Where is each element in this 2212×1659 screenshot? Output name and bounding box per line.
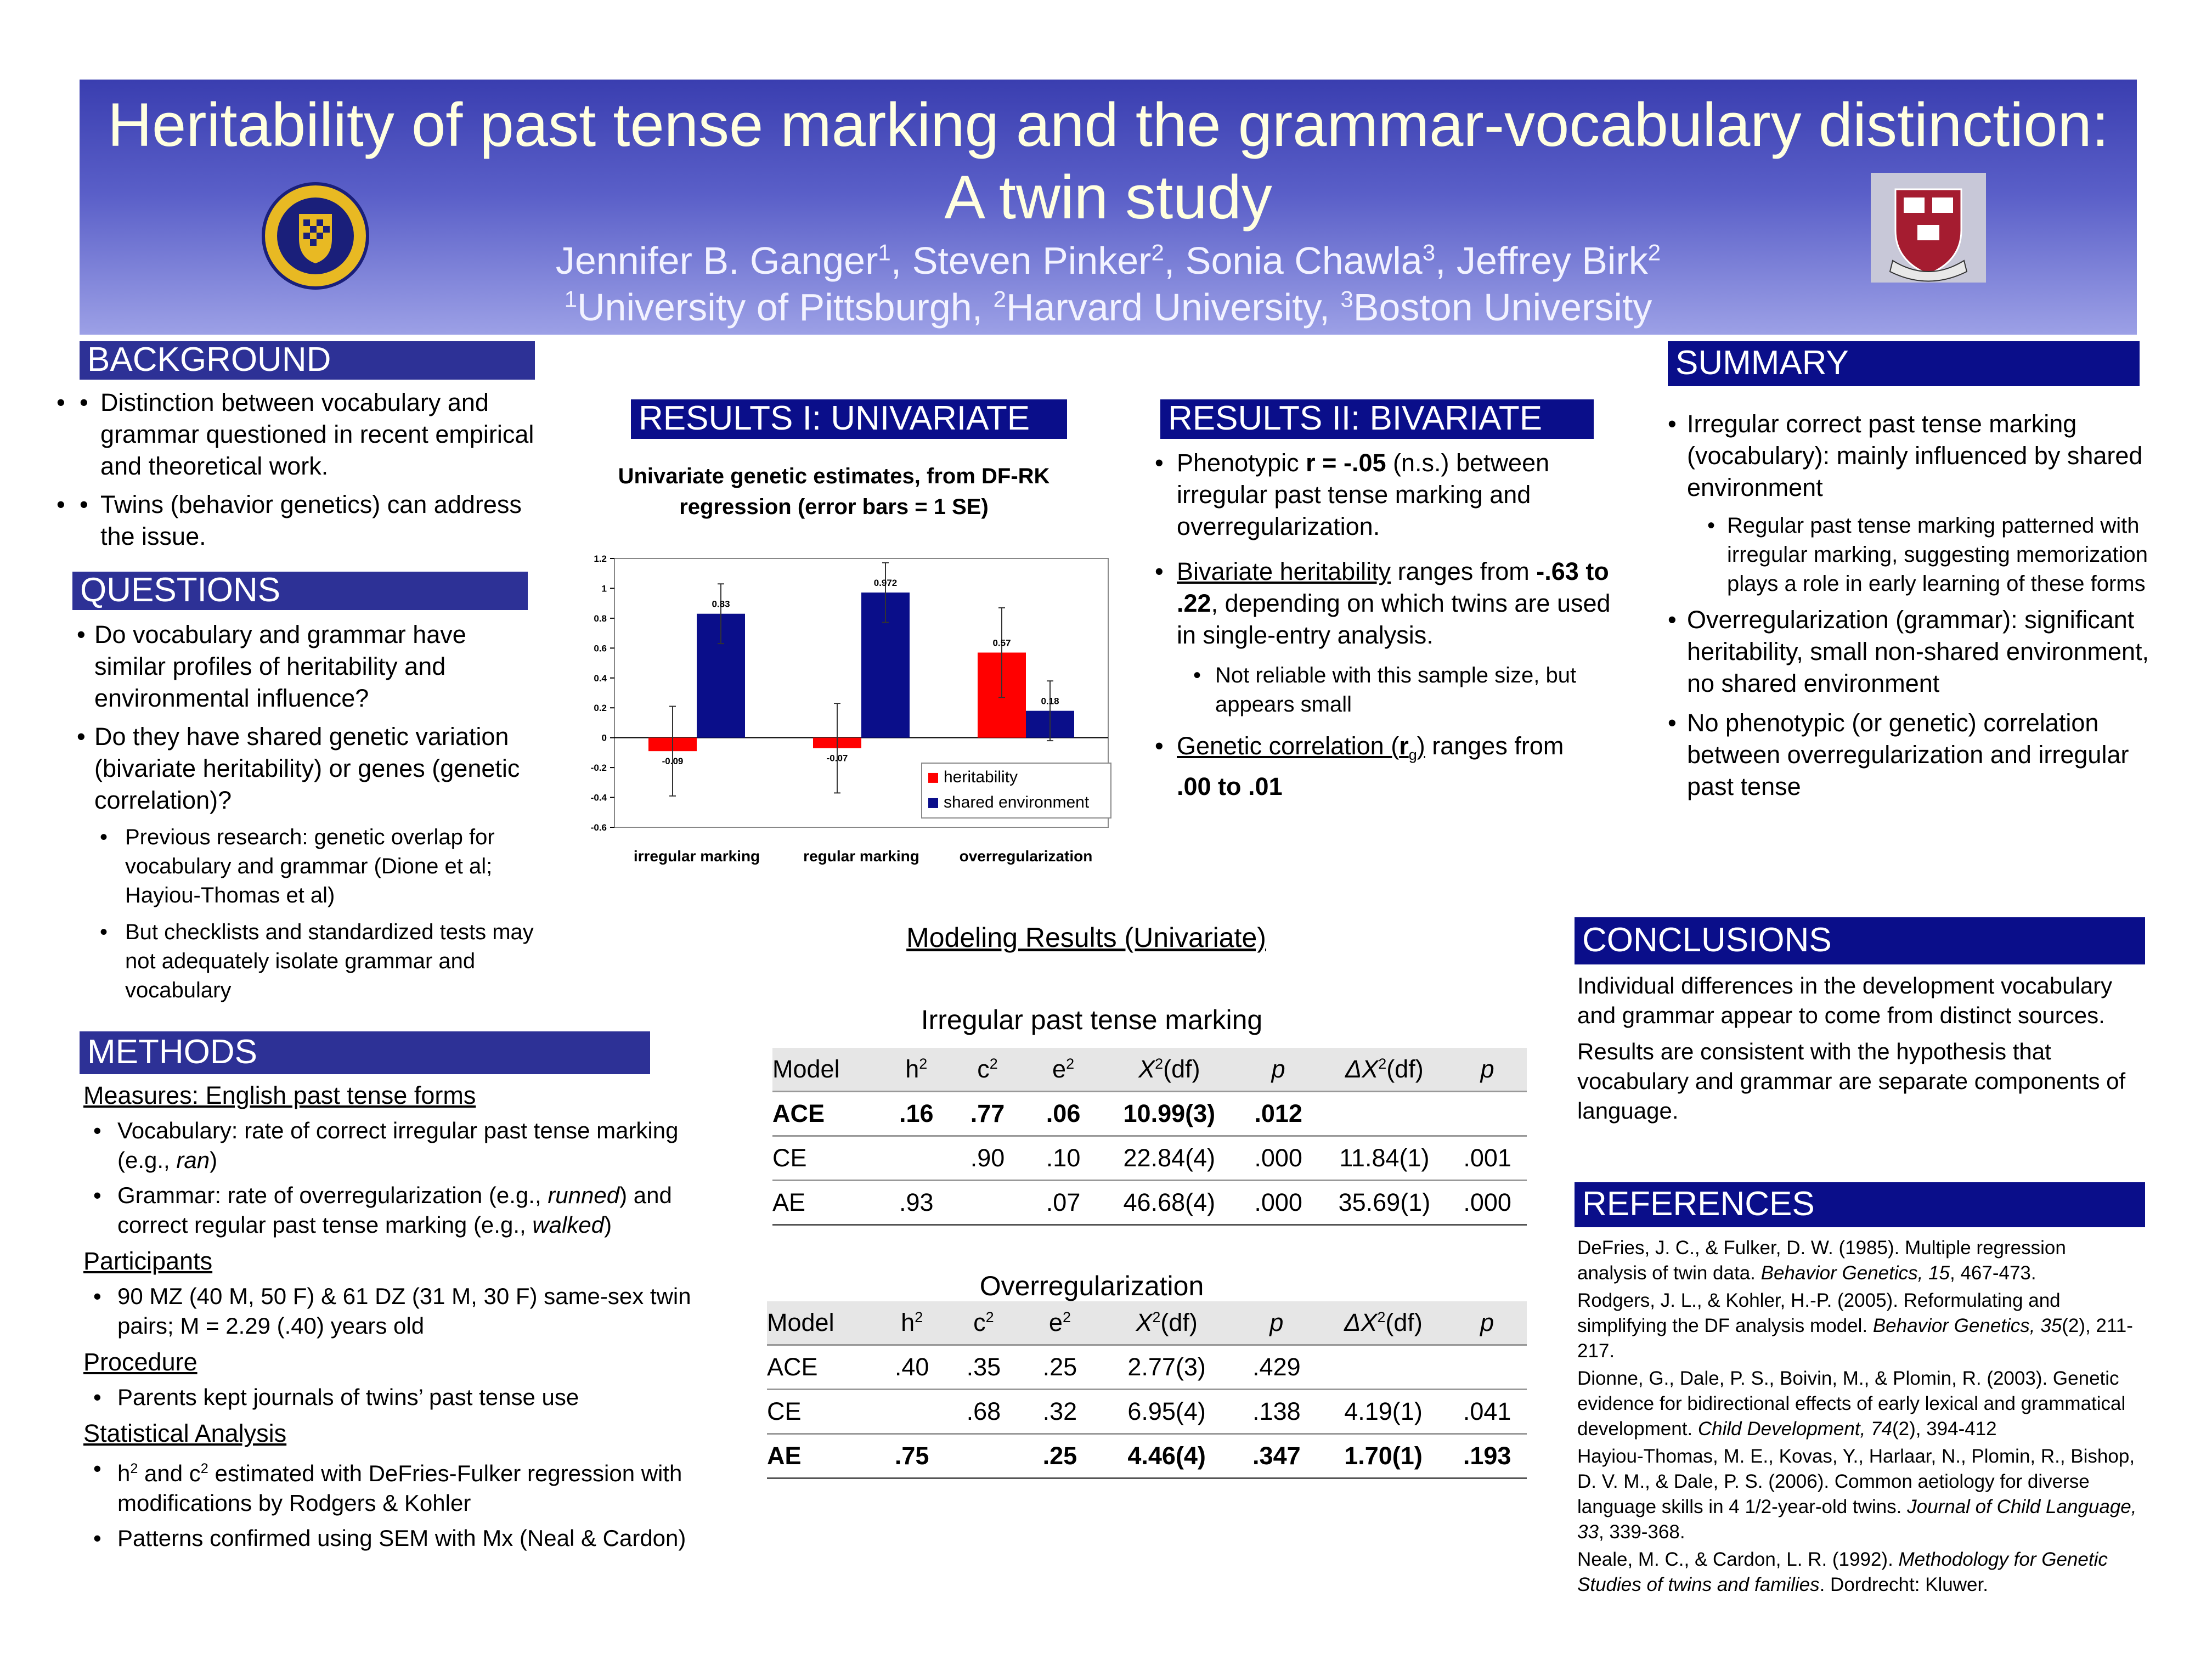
author-aff: 2: [1151, 239, 1164, 266]
table-cell: .429: [1252, 1353, 1301, 1381]
bullet-text: No phenotypic (or genetic) correlation between overregularization and irregular past tense: [1687, 709, 2129, 800]
summary-heading: SUMMARY: [1668, 341, 2140, 386]
text-run: estimated with DeFries-Fulker regression with modifications by Rodgers & Kohler: [117, 1460, 682, 1516]
text-run: Methodology for Genetic Studies of twins and families: [1577, 1549, 2108, 1595]
univariate-bar-chart: [582, 549, 1119, 878]
y-tick-label: -0.4: [590, 792, 607, 803]
table-cell: .012: [1254, 1099, 1302, 1127]
subscript: g: [1408, 747, 1417, 763]
table-cell: AE: [772, 1188, 806, 1216]
stats-title: Statistical Analysis: [83, 1419, 287, 1447]
text-run: Grammar: rate of overregularization (e.g.,: [117, 1182, 548, 1208]
text-run: ): [210, 1147, 218, 1173]
table-cell: 6.95(4): [1127, 1397, 1206, 1425]
question-sub-2: • But checklists and standardized tests may not adequately isolate grammar and vocabulary: [100, 920, 534, 1002]
harvard-shield-icon: [1871, 173, 1986, 283]
measure-grammar: • Grammar: rate of overregularization (e.g., runned) and correct regular past tense marking (e.g., walked): [93, 1182, 672, 1238]
table-cell: .06: [1046, 1099, 1081, 1127]
conclusion-paragraph: Individual differences in the development vocabulary and grammar appear to come from distinct sources.: [1577, 973, 2113, 1028]
text-run: Behavior Genetics, 15: [1760, 1262, 1950, 1284]
table-row: [772, 1181, 1527, 1225]
results2-heading: RESULTS II: BIVARIATE: [1160, 399, 1594, 439]
aff-name: Harvard University: [1006, 286, 1319, 329]
text-run: , 339-368.: [1598, 1521, 1685, 1543]
reference-entry: [1577, 1366, 2137, 1442]
table-cell: .93: [899, 1188, 934, 1216]
table-cell: .07: [1046, 1188, 1081, 1216]
stats-text-1: • $h^2$ and $c^2$ estimated with DeFries-Fulker regression with modifications by Rodgers & Kohler: [93, 1455, 682, 1516]
author-name: Sonia Chawla: [1185, 239, 1423, 282]
table-cell: .000: [1254, 1188, 1302, 1216]
y-tick-label: 1.2: [594, 554, 607, 564]
author-aff: 1: [878, 239, 891, 266]
data-label: 0.972: [873, 578, 898, 589]
table-cell: .16: [899, 1099, 934, 1127]
conclusions-heading: CONCLUSIONS: [1575, 917, 2145, 964]
table-cell: .000: [1463, 1188, 1511, 1216]
results2-section: [1155, 447, 1627, 803]
references-list: [1577, 1235, 2137, 1600]
column-header: p: [1236, 1048, 1321, 1092]
university-of-pittsburgh-seal-icon: [261, 181, 370, 291]
table-cell: 46.68(4): [1123, 1188, 1216, 1216]
column-header: $X^2(df)$: [1099, 1301, 1234, 1345]
column-header: $X^2(df)$: [1103, 1048, 1236, 1092]
conclusions-section: [1577, 971, 2153, 1126]
list-item: • • Distinction between vocabulary and grammar questioned in recent empirical and theoretical work.: [80, 387, 540, 482]
bullet-text: Do they have shared genetic variation (bivariate heritability) or genes (genetic correlation)?: [94, 723, 520, 814]
genetic-correlation-item: • Genetic correlation $(r_g)$ ranges from .00 to .01: [1155, 732, 1564, 800]
results1-heading: RESULTS I: UNIVARIATE: [631, 399, 1067, 439]
legend-swatch: [928, 798, 938, 808]
text-run: Bivariate heritability: [1177, 557, 1391, 585]
table-cell: .75: [894, 1442, 929, 1470]
text-run: Phenotypic: [1177, 449, 1306, 477]
text-run: Journal of Child Language, 33: [1577, 1496, 2137, 1543]
x-category-label: irregular marking: [633, 848, 760, 865]
column-header: $e^2$: [1020, 1301, 1100, 1345]
question-sub-1: • Previous research: genetic overlap for vocabulary and grammar (Dione et al; Hayiou-Thomas et al): [100, 825, 495, 907]
question-1: • Do vocabulary and grammar have similar profiles of heritability and environmental influence?: [77, 620, 466, 712]
table-cell: .40: [894, 1353, 929, 1381]
text-run: and c: [138, 1460, 201, 1486]
table-cell: 11.84(1): [1339, 1144, 1430, 1172]
column-header: $h^2$: [882, 1048, 951, 1092]
x-category-label: regular marking: [803, 848, 919, 865]
legend-swatch: [928, 773, 938, 783]
poster-title-line1: Heritability of past tense marking and the grammar-vocabulary distinction:: [108, 91, 2109, 159]
text-run: ) and correct regular past tense marking (e.g.,: [117, 1182, 672, 1238]
chart-title: Univariate genetic estimates, from DF-RK regression (error bars = 1 SE): [618, 464, 1050, 519]
table-cell: [877, 1390, 947, 1434]
table-cell: .32: [1042, 1397, 1077, 1425]
column-header: Model: [772, 1048, 882, 1092]
background-section: [80, 387, 540, 559]
table-header-row: [772, 1048, 1527, 1092]
text-run: (n.s.) between irregular past tense marking and overregularization.: [1177, 449, 1550, 540]
bullet-text: Previous research: genetic overlap for vocabulary and grammar (Dione et al; Hayiou-Thomas et al): [125, 825, 495, 907]
table-cell: .000: [1254, 1144, 1302, 1172]
table-cell: .10: [1046, 1144, 1081, 1172]
table-cell: .77: [970, 1099, 1005, 1127]
bullet-text: 90 MZ (40 M, 50 F) & 61 DZ (31 M, 30 F) same-sex twin pairs; M = 2.29 (.40) years old: [117, 1283, 691, 1339]
procedure-text: • Parents kept journals of twins’ past tense use: [93, 1384, 579, 1410]
table-cell: 10.99(3): [1123, 1099, 1216, 1127]
table-cell: .90: [970, 1144, 1005, 1172]
summary-section: [1668, 408, 2162, 803]
aff-num: 1: [564, 286, 577, 312]
column-header: $\Delta X^2(df)$: [1319, 1301, 1448, 1345]
reference-entry: [1577, 1288, 2137, 1364]
bullet-text: Patterns confirmed using SEM with Mx (Neal & Cardon): [117, 1525, 686, 1551]
table-cell: .001: [1463, 1144, 1511, 1172]
x-category-label: overregularization: [959, 848, 1093, 865]
text-run: ranges from: [1391, 557, 1537, 585]
questions-heading: QUESTIONS: [72, 572, 528, 610]
column-header: $h^2$: [877, 1301, 947, 1345]
bullet-text: Parents kept journals of twins’ past tense use: [117, 1384, 579, 1410]
table-cell: 4.19(1): [1344, 1397, 1423, 1425]
questions-section: [77, 619, 538, 1005]
table-cell: .347: [1252, 1442, 1301, 1470]
text-run: DeFries, J. C., & Fulker, D. W. (1985). Multiple regression analysis of twin data.: [1577, 1237, 2066, 1284]
table-cell: CE: [772, 1144, 807, 1172]
text-run: -.63 to .22: [1177, 557, 1609, 617]
column-header: p: [1447, 1301, 1527, 1345]
aff-name: Boston University: [1353, 286, 1652, 329]
table-cell: 22.84(4): [1123, 1144, 1216, 1172]
question-2: • Do they have shared genetic variation (bivariate heritability) or genes (genetic correlation)?: [77, 723, 520, 814]
data-label: 0.18: [1041, 696, 1059, 707]
text-run: ): [1417, 732, 1425, 760]
poster-title-line2: A twin study: [944, 163, 1272, 232]
table-cell: 2.77(3): [1127, 1353, 1206, 1381]
participants-title: Participants: [83, 1247, 213, 1275]
text-run: r = -.05: [1306, 449, 1386, 477]
reference-entry: [1577, 1444, 2137, 1545]
background-heading: BACKGROUND: [80, 341, 535, 380]
table-cell: AE: [767, 1442, 802, 1470]
text-run: ): [604, 1212, 612, 1238]
y-tick-label: 0.2: [594, 703, 607, 714]
reference-entry: [1577, 1547, 2137, 1598]
bullet-text: Irregular correct past tense marking (vocabulary): mainly influenced by shared environment: [1687, 410, 2143, 501]
bivariate-sub-item: • Not reliable with this sample size, but appears small: [1193, 663, 1577, 716]
table-cell: .25: [1042, 1442, 1077, 1470]
example-word: ran: [176, 1147, 210, 1173]
text-run: Vocabulary: rate of correct irregular past tense marking (e.g.,: [117, 1118, 679, 1173]
data-label: 0.83: [712, 599, 730, 610]
column-header: $\Delta X^2(df)$: [1321, 1048, 1448, 1092]
text-run: (2), 394-412: [1892, 1418, 1997, 1440]
table-cell: 35.69(1): [1338, 1188, 1431, 1216]
irregular-results-table: [772, 1048, 1527, 1226]
author-aff: 2: [1647, 239, 1661, 266]
column-header: $e^2$: [1024, 1048, 1103, 1092]
participants-text: • 90 MZ (40 M, 50 F) & 61 DZ (31 M, 30 F) same-sex twin pairs; M = 2.29 (.40) years old: [93, 1283, 691, 1339]
table-cell: 1.70(1): [1344, 1442, 1423, 1470]
text-run: Neale, M. C., & Cardon, L. R. (1992).: [1577, 1549, 1899, 1570]
bivariate-heritability-item: • Bivariate heritability ranges from -.63 to .22, depending on which twins are used in single-entry analysis.: [1155, 557, 1611, 649]
y-tick-label: 1: [601, 583, 607, 594]
table-row: [767, 1345, 1527, 1390]
text-run: , depending on which twins are used in single-entry analysis.: [1177, 589, 1611, 649]
bullet-text: Do vocabulary and grammar have similar profiles of heritability and environmental influence?: [94, 620, 466, 712]
procedure-title: Procedure: [83, 1348, 198, 1376]
column-header: $c^2$: [951, 1048, 1024, 1092]
poster-header: [80, 80, 2137, 335]
text-run: ranges from: [1425, 732, 1564, 760]
author-list: Jennifer B. Ganger$^1$, Steven Pinker$^2$, Sonia Chawla$^3$, Jeffrey Birk$^2$: [555, 239, 1661, 282]
y-tick-label: -0.2: [590, 763, 607, 774]
table1-caption: Irregular past tense marking: [921, 1005, 1263, 1035]
bullet-text: Regular past tense marking patterned with irregular marking, suggesting memorization plays a role in early learning of these forms: [1727, 514, 2148, 596]
table-cell: .68: [966, 1397, 1001, 1425]
y-tick-label: 0: [601, 732, 607, 743]
aff-num: 3: [1340, 286, 1353, 312]
summary-item-1: • Irregular correct past tense marking (vocabulary): mainly influenced by shared environment: [1668, 410, 2143, 501]
text-run: . Dordrecht: Kluwer.: [1819, 1574, 1988, 1595]
table-cell: .041: [1463, 1397, 1511, 1425]
table-row: [772, 1092, 1527, 1136]
text-run: Dionne, G., Dale, P. S., Boivin, M., & Plomin, R. (2003). Genetic evidence for bidirectional effects of early lexical and grammatical development.: [1577, 1368, 2126, 1440]
legend-label: heritability: [944, 768, 1018, 786]
table-cell: ACE: [772, 1099, 825, 1127]
text-run: Child Development, 74: [1697, 1418, 1892, 1440]
table-cell: [1319, 1345, 1448, 1390]
y-tick-label: -0.6: [590, 822, 607, 833]
measure-vocabulary: • Vocabulary: rate of correct irregular past tense marking (e.g., ran): [93, 1118, 679, 1173]
text-run: (2), 211-217.: [1577, 1315, 2133, 1362]
text-run: Rodgers, J. L., & Kohler, H.-P. (2005). Reformulating and simplifying the DF analysis model.: [1577, 1290, 2061, 1336]
y-tick-label: 0.8: [594, 613, 607, 624]
conclusion-paragraph: Results are consistent with the hypothesis that vocabulary and grammar are separate components of language.: [1577, 1039, 2126, 1124]
text-run: h: [117, 1460, 131, 1486]
bullet-text: Overregularization (grammar): significant heritability, small non-shared environment, no shared environment: [1687, 606, 2149, 697]
references-heading: REFERENCES: [1575, 1182, 2145, 1227]
measures-title: Measures: English past tense forms: [83, 1081, 476, 1109]
column-header: $c^2$: [947, 1301, 1020, 1345]
table-cell: ACE: [767, 1353, 818, 1381]
modeling-title: Modeling Results (Univariate): [906, 922, 1266, 953]
table-header-row: [767, 1301, 1527, 1345]
table-cell: [1447, 1345, 1527, 1390]
table-cell: [1448, 1092, 1527, 1136]
aff-name: University of Pittsburgh: [577, 286, 972, 329]
table-row: [772, 1136, 1527, 1181]
bullet-text: Not reliable with this sample size, but appears small: [1215, 663, 1577, 716]
author-name: Steven Pinker: [912, 239, 1152, 282]
table-row: [767, 1434, 1527, 1479]
reference-entry: [1577, 1235, 2137, 1286]
stats-text-2: • Patterns confirmed using SEM with Mx (Neal & Cardon): [93, 1525, 686, 1551]
text-run: Genetic correlation (: [1177, 732, 1400, 760]
table-cell: [947, 1434, 1020, 1479]
table-cell: CE: [767, 1397, 802, 1425]
column-header: Model: [767, 1301, 877, 1345]
example-word: runned: [548, 1182, 620, 1208]
author-name: Jennifer B. Ganger: [555, 239, 878, 282]
bullet-text: But checklists and standardized tests may not adequately isolate grammar and vocabulary: [125, 920, 534, 1002]
table-cell: .138: [1252, 1397, 1301, 1425]
bullet-text: Twins (behavior genetics) can address the issue.: [100, 490, 522, 550]
table-cell: 4.46(4): [1127, 1442, 1206, 1470]
table2-caption: Overregularization: [979, 1271, 1204, 1301]
affiliation-list: $^1$University of Pittsburgh, $^2$Harvard University, $^3$Boston University: [564, 286, 1652, 329]
summary-sub-item: • Regular past tense marking patterned with irregular marking, suggesting memorization plays a role in early learning of these forms: [1707, 514, 2148, 596]
author-aff: 3: [1422, 239, 1436, 266]
text-run: r: [1399, 732, 1409, 760]
overreg-results-table: [767, 1301, 1527, 1479]
data-label: 0.57: [992, 637, 1011, 648]
author-name: Jeffrey Birk: [1456, 239, 1648, 282]
text-run: Behavior Genetics, 35: [1872, 1315, 2062, 1336]
table-cell: [951, 1181, 1024, 1225]
text-run: , 467-473.: [1950, 1262, 2036, 1284]
text-run: Hayiou-Thomas, M. E., Kovas, Y., Harlaar, N., Plomin, R., Bishop, D. V. M., & Dale, P. S. (2006). Common aetiology for diverse language skills in 4 1/2-year-old twins.: [1577, 1446, 2135, 1517]
data-label: -0.09: [662, 756, 684, 767]
data-label: -0.07: [826, 753, 848, 764]
summary-item-2: • Overregularization (grammar): significant heritability, small non-shared environment, no shared environment: [1668, 606, 2149, 697]
table-cell: .35: [966, 1353, 1001, 1381]
table-cell: .193: [1463, 1442, 1511, 1470]
table-cell: [882, 1136, 951, 1181]
table-cell: .25: [1042, 1353, 1077, 1381]
methods-heading: METHODS: [80, 1031, 650, 1074]
list-item: • • Twins (behavior genetics) can address the issue.: [80, 489, 540, 552]
summary-item-3: • No phenotypic (or genetic) correlation between overregularization and irregular past tense: [1668, 709, 2129, 800]
bullet-text: Distinction between vocabulary and grammar questioned in recent empirical and theoretical work.: [100, 388, 534, 480]
aff-num: 2: [993, 286, 1006, 312]
methods-section: [83, 1080, 714, 1553]
column-header: p: [1234, 1301, 1319, 1345]
superscript: 2: [200, 1461, 208, 1476]
table-cell: [1321, 1092, 1448, 1136]
example-word: walked: [532, 1212, 605, 1238]
text-run: .00 to .01: [1177, 772, 1283, 800]
y-tick-label: 0.6: [594, 643, 607, 654]
phenotypic-correlation-item: • Phenotypic r = -.05 (n.s.) between irregular past tense marking and overregularization.: [1155, 449, 1550, 540]
legend-label: shared environment: [944, 793, 1090, 811]
y-tick-label: 0.4: [594, 673, 607, 684]
table-row: [767, 1390, 1527, 1434]
superscript: 2: [130, 1461, 138, 1476]
column-header: p: [1448, 1048, 1527, 1092]
